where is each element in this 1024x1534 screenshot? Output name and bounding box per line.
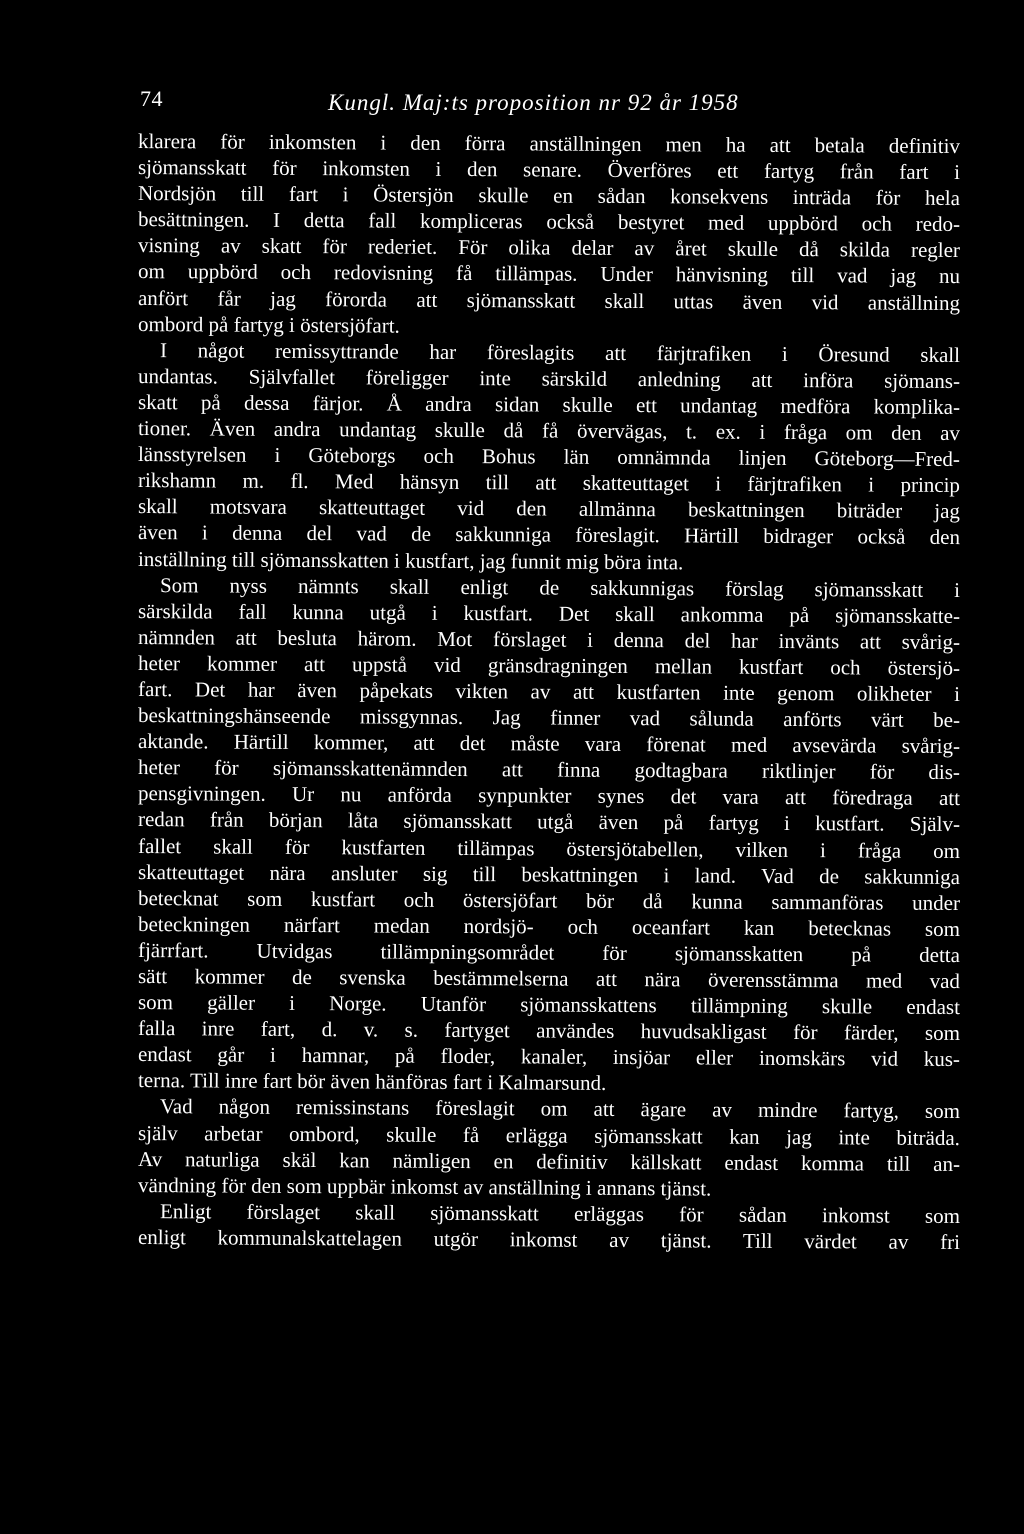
paragraph xyxy=(138,572,960,1094)
text-line: om uppbörd och redovisning få tillämpas. Under hänvisning till vad jag nu xyxy=(137,259,961,289)
text-line: skatteuttaget nära ansluter sig till beskattningen i land. Vad de sakkunniga xyxy=(137,859,961,889)
text-line: visning av skatt för rederiet. För olika delar av året skulle då skilda regler xyxy=(137,233,961,263)
text-line: tioner. Även andra undantag skulle då få övervägas, t. ex. i fråga om den av xyxy=(137,416,961,446)
text-line: Nordsjön till fart i Östersjön skulle en sådan konsekvens inträda för hela xyxy=(137,181,961,211)
text-line: inställning till sjömansskatten i kustfart, jag funnit mig böra inta. xyxy=(137,546,684,574)
text-line: terna. Till inre fart bör även hänföras fart i Kalmarsund. xyxy=(137,1068,607,1096)
text-line: falla inre fart, d. v. s. fartyget användes huvudsakligast för färder, som xyxy=(137,1016,961,1046)
paragraph xyxy=(137,1198,961,1254)
text-line: I något remissyttrande har föreslagits att färjtrafiken i Öresund skall xyxy=(159,337,961,367)
text-line: beskattningshänseende missgynnas. Jag finner vad sålunda anförts värt be- xyxy=(137,703,961,733)
text-line: pensgivningen. Ur nu anförda synpunkter synes det vara att föredraga att xyxy=(137,781,961,811)
text-line: endast går i hamnar, på floder, kanaler, insjöar eller inomskärs vid kus- xyxy=(137,1042,961,1072)
running-head: Kungl. Maj:ts proposition nr 92 år 1958 xyxy=(328,90,739,115)
text-line: ombord på fartyg i östersjöfart. xyxy=(137,311,400,338)
paragraph xyxy=(138,128,960,337)
text-line: heter för sjömansskattenämnden att finna godtagbara riktlinjer för dis- xyxy=(137,755,961,785)
text-line: Av naturliga skäl kan nämligen en definitiv källskatt endast komma till an- xyxy=(137,1146,961,1176)
text-line: skatt på dessa färjor. Å andra sidan skulle ett undantag medföra komplika- xyxy=(137,389,961,419)
text-line: anfört får jag förorda att sjömansskatt skall uttas även vid anställning xyxy=(137,285,961,315)
text-line: även i denna del vad de sakkunniga föreslagit. Härtill bidrager också den xyxy=(137,520,961,550)
paragraph xyxy=(137,1093,961,1201)
text-line: Vad någon remissinstans föreslagit om att ägare av mindre fartyg, som xyxy=(159,1094,961,1124)
body-text xyxy=(137,128,961,1254)
text-line: enligt kommunalskattelagen utgör inkomst av tjänst. Till värdet av fri xyxy=(137,1224,961,1254)
text-line: sätt kommer de svenska bestämmelserna att nära överensstämma med vad xyxy=(137,964,961,994)
text-line: redan från början låta sjömansskatt utgå även på fartyg i kustfart. Själv- xyxy=(137,807,961,837)
text-line: besättningen. I detta fall kompliceras också bestyret med uppbörd och redo- xyxy=(137,207,961,237)
text-line: fart. Det har även påpekats vikten av att kustfarten inte genom olikheter i xyxy=(137,676,961,706)
text-line: Som nyss nämnts skall enligt de sakkunnigas förslag sjömansskatt i xyxy=(159,572,961,602)
text-line: aktande. Härtill kommer, att det måste vara förenat med avsevärda svårig- xyxy=(137,729,961,759)
text-line: betecknat som kustfart och östersjöfart bör då kunna sammanföras under xyxy=(137,885,961,915)
text-line: sjömansskatt för inkomsten i den senare. Överföres ett fartyg från fart i xyxy=(137,155,961,185)
text-line: som gäller i Norge. Utanför sjömansskattens tillämpning skulle endast xyxy=(137,990,961,1020)
text-line: rikshamn m. fl. Med hänsyn till att skatteuttaget i färjtrafiken i princip xyxy=(137,468,961,498)
text-line: vändning för den som uppbär inkomst av anställning i annans tjänst. xyxy=(137,1172,712,1201)
text-line: länsstyrelsen i Göteborgs och Bohus län omnämnda linjen Göteborg—Fred- xyxy=(137,442,961,472)
text-line: Enligt förslaget skall sjömansskatt erläggas för sådan inkomst som xyxy=(159,1198,961,1228)
text-line: fallet skall för kustfarten tillämpas östersjötabellen, vilken i fråga om xyxy=(137,833,961,863)
text-line: själv arbetar ombord, skulle få erlägga sjömansskatt kan jag inte biträda. xyxy=(137,1120,961,1150)
text-line: särskilda fall kunna utgå i kustfart. Det skall ankomma på sjömansskatte- xyxy=(137,598,961,628)
page-number: 74 xyxy=(140,86,163,111)
paragraph xyxy=(138,337,960,572)
text-line: skall motsvara skatteuttaget vid den allmänna beskattningen biträder jag xyxy=(137,494,961,524)
text-line: beteckningen närfart medan nordsjö- och oceanfart kan betecknas som xyxy=(137,911,961,941)
text-line: fjärrfart. Utvidgas tillämpningsområdet för sjömansskatten på detta xyxy=(137,937,961,967)
text-line: undantas. Självfallet föreligger inte särskild anledning att införa sjömans- xyxy=(137,363,961,393)
text-line: heter kommer att uppstå vid gränsdragningen mellan kustfart och östersjö- xyxy=(137,650,961,680)
text-line: nämnden att besluta härom. Mot förslaget i denna del har invänts att svårig- xyxy=(137,624,961,654)
text-line: klarera för inkomsten i den förra anställningen men ha att betala definitiv xyxy=(137,129,961,159)
